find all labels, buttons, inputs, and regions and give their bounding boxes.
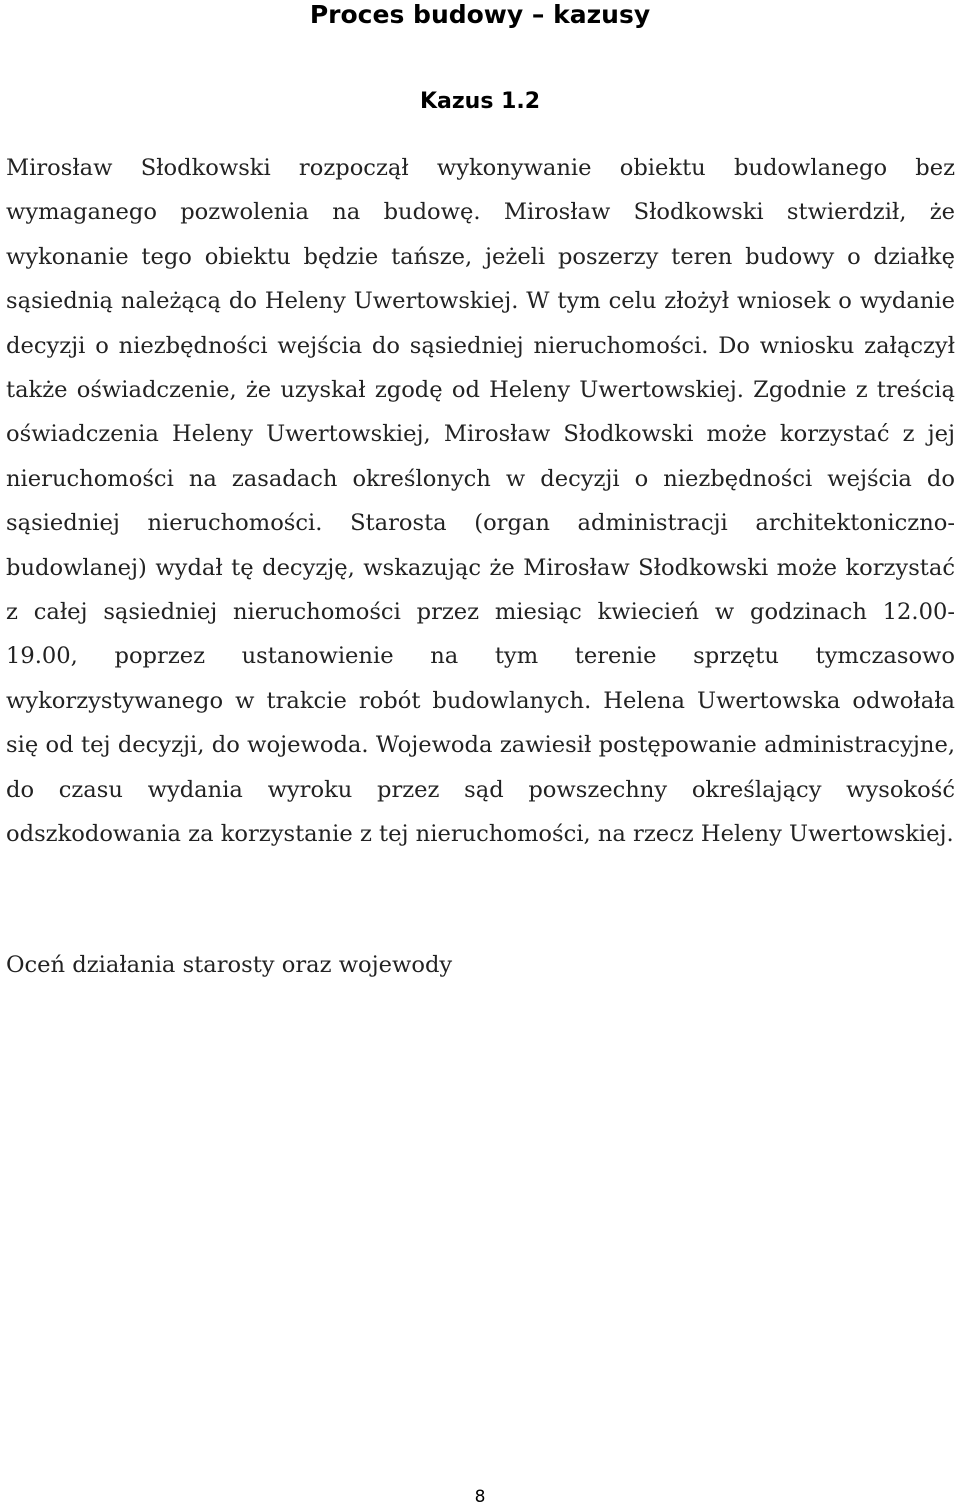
case-body-paragraph: Mirosław Słodkowski rozpoczął wykonywanie obiektu budowlanego bez wymaganego pozwolenia na budowę. Mirosław Słodkowski stwierdził, że wykonanie tego obiektu będzie tańsze, jeżeli poszerzy teren budowy o działkę sąsiednią należącą do Heleny Uwertowskiej. W tym celu złożył wniosek o wydanie decyzji o niezbędności wejścia do sąsiedniej nieruchomości. Do wniosku załączył także oświadczenie, że uzyskał zgodę od Heleny Uwertowskiej. Zgodnie z treścią oświadczenia Heleny Uwertowskiej, Mirosław Słodkowski może korzystać z jej nieruchomości na zasadach określonych w decyzji o niezbędności wejścia do sąsiedniej nieruchomości. Starosta (organ administracji architektoniczno-budowlanej) wydał tę decyzję, wskazując że Mirosław Słodkowski może korzystać z całej sąsiedniej nieruchomości przez miesiąc kwiecień w godzinach 12.00- 19.00, poprzez ustanowienie na tym terenie sprzętu tymczasowo wykorzystywanego w trakcie robót budowlanych. Helena Uwertowska odwołała się od tej decyzji, do wojewoda. Wojewoda zawiesił postępowanie administracyjne, do czasu wydania wyroku przez sąd powszechny określający wysokość odszkodowania za korzystanie z tej nieruchomości, na rzecz Heleny Uwertowskiej. xyxy=(6,155,955,848)
document-title: Proces budowy – kazusy xyxy=(309,0,651,29)
case-question: Oceń działania starosty oraz wojewody xyxy=(6,952,453,978)
case-heading: Kazus 1.2 xyxy=(419,89,541,114)
page-number: 8 xyxy=(474,1487,486,1507)
